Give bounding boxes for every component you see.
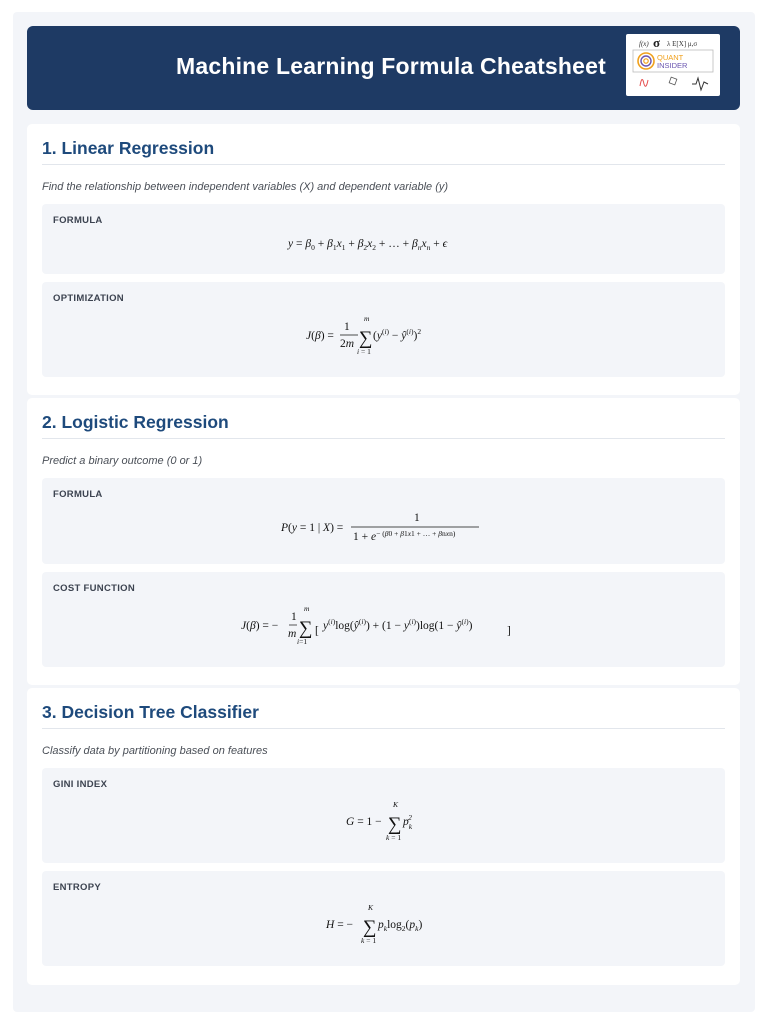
svg-text:m: m (287, 628, 296, 640)
gini-index-box (42, 768, 725, 863)
formula-box (42, 204, 725, 274)
cost-function-box (42, 572, 725, 667)
svg-text:2m: 2m (339, 338, 354, 350)
svg-text:i=1: i=1 (296, 637, 307, 646)
svg-text:K: K (392, 800, 398, 809)
svg-text:J(β) =: J(β) = (305, 330, 334, 342)
svg-text:σ: σ (653, 35, 661, 50)
section-divider (42, 164, 725, 165)
svg-text:[: [ (314, 625, 319, 637)
section-title: 3. Decision Tree Classifier (42, 702, 259, 722)
svg-text:m: m (363, 314, 369, 323)
section-description: Predict a binary outcome (0 or 1) (42, 455, 203, 467)
optimization-formula (42, 314, 725, 358)
section-linear-regression (27, 124, 740, 395)
svg-text:1 + e− (β0 + β1x1 + … + βnxn): $1 + e^{- (\beta 0 + \beta 1x1 + \dots + \beta nxn)}$ (352, 529, 455, 543)
cost-function-formula (42, 604, 725, 648)
header-banner (27, 26, 740, 110)
svg-text:λ E[X] μ,σ: λ E[X] μ,σ (667, 40, 698, 48)
svg-text:∑: ∑ (387, 814, 402, 835)
svg-text:y(i)log(ŷ(i)) + (1 − y(i))log(: $y^{(i)}\log(ŷ^{(i)}) + (1 - y^{(i)})\log(1$ − $ŷ^{(i)}$) (322, 617, 472, 632)
svg-text:P(y = 1 | X) =: P(y = 1 | X) = (280, 522, 343, 534)
svg-text:G = 1 −: G = 1 − (345, 816, 382, 828)
entropy-label: ENTROPY (53, 882, 102, 893)
svg-text:f(x): f(x) (639, 40, 649, 48)
logo-quant-text: QUANT (657, 53, 684, 62)
entropy-formula (42, 903, 725, 947)
svg-text:]: ] (506, 625, 511, 637)
svg-text:pklog2(pk): $p_k\log_2(p_k)$ (377, 919, 422, 933)
svg-text:k = 1: k = 1 (360, 936, 376, 945)
svg-text:1: 1 (413, 512, 420, 524)
section-title: 1. Linear Regression (42, 138, 215, 158)
svg-text:m: m (303, 604, 309, 613)
svg-text:1: 1 (290, 611, 297, 623)
section-title: 2. Logistic Regression (42, 412, 229, 432)
section-divider (42, 728, 725, 729)
section-divider (42, 438, 725, 439)
linear-regression-formula (42, 234, 725, 254)
gini-index-label: GINI INDEX (53, 779, 108, 790)
svg-text:∑: ∑ (362, 917, 377, 938)
formula-label: FORMULA (53, 215, 103, 226)
svg-text:y = β0 + β1x1 + β2x2 + … + βnx: $y = \beta_0 + \beta_1x_1 + \beta_2x_2$ + … + $\beta_nx_n + \epsilon$ (287, 238, 447, 252)
cheatsheet-page (13, 12, 755, 1012)
svg-text:J(β) = −: J(β) = − (240, 620, 278, 632)
svg-text:∑: ∑ (298, 618, 313, 639)
quant-insider-logo (626, 34, 720, 96)
cost-function-label: COST FUNCTION (53, 583, 136, 594)
svg-text:K: K (367, 903, 373, 912)
optimization-box (42, 282, 725, 377)
svg-text:k = 1: k = 1 (385, 833, 401, 842)
svg-text:1: 1 (343, 321, 350, 333)
section-description: Find the relationship between independent variables (X) and dependent variable (y) (42, 181, 449, 193)
formula-box (42, 478, 725, 564)
svg-text:∑: ∑ (358, 328, 373, 349)
svg-text:i = 1: i = 1 (356, 347, 371, 356)
logistic-formula (42, 508, 725, 548)
formula-label: FORMULA (53, 489, 103, 500)
gini-index-formula (42, 800, 725, 844)
entropy-box (42, 871, 725, 966)
svg-text:(y(i) − ŷ(i))2: ($y^{(i)}$ − $ŷ^{(i)})^2$ (372, 327, 421, 342)
svg-text:H = −: H = − (325, 919, 353, 931)
optimization-label: OPTIMIZATION (53, 293, 124, 304)
section-description: Classify data by partitioning based on features (42, 745, 268, 757)
logo-insider-text: INSIDER (657, 61, 688, 70)
svg-text:pk2: $p_k2$ (402, 813, 412, 831)
section-logistic-regression (27, 398, 740, 685)
page-title: Machine Learning Formula Cheatsheet (175, 53, 607, 79)
section-decision-tree (27, 688, 740, 985)
